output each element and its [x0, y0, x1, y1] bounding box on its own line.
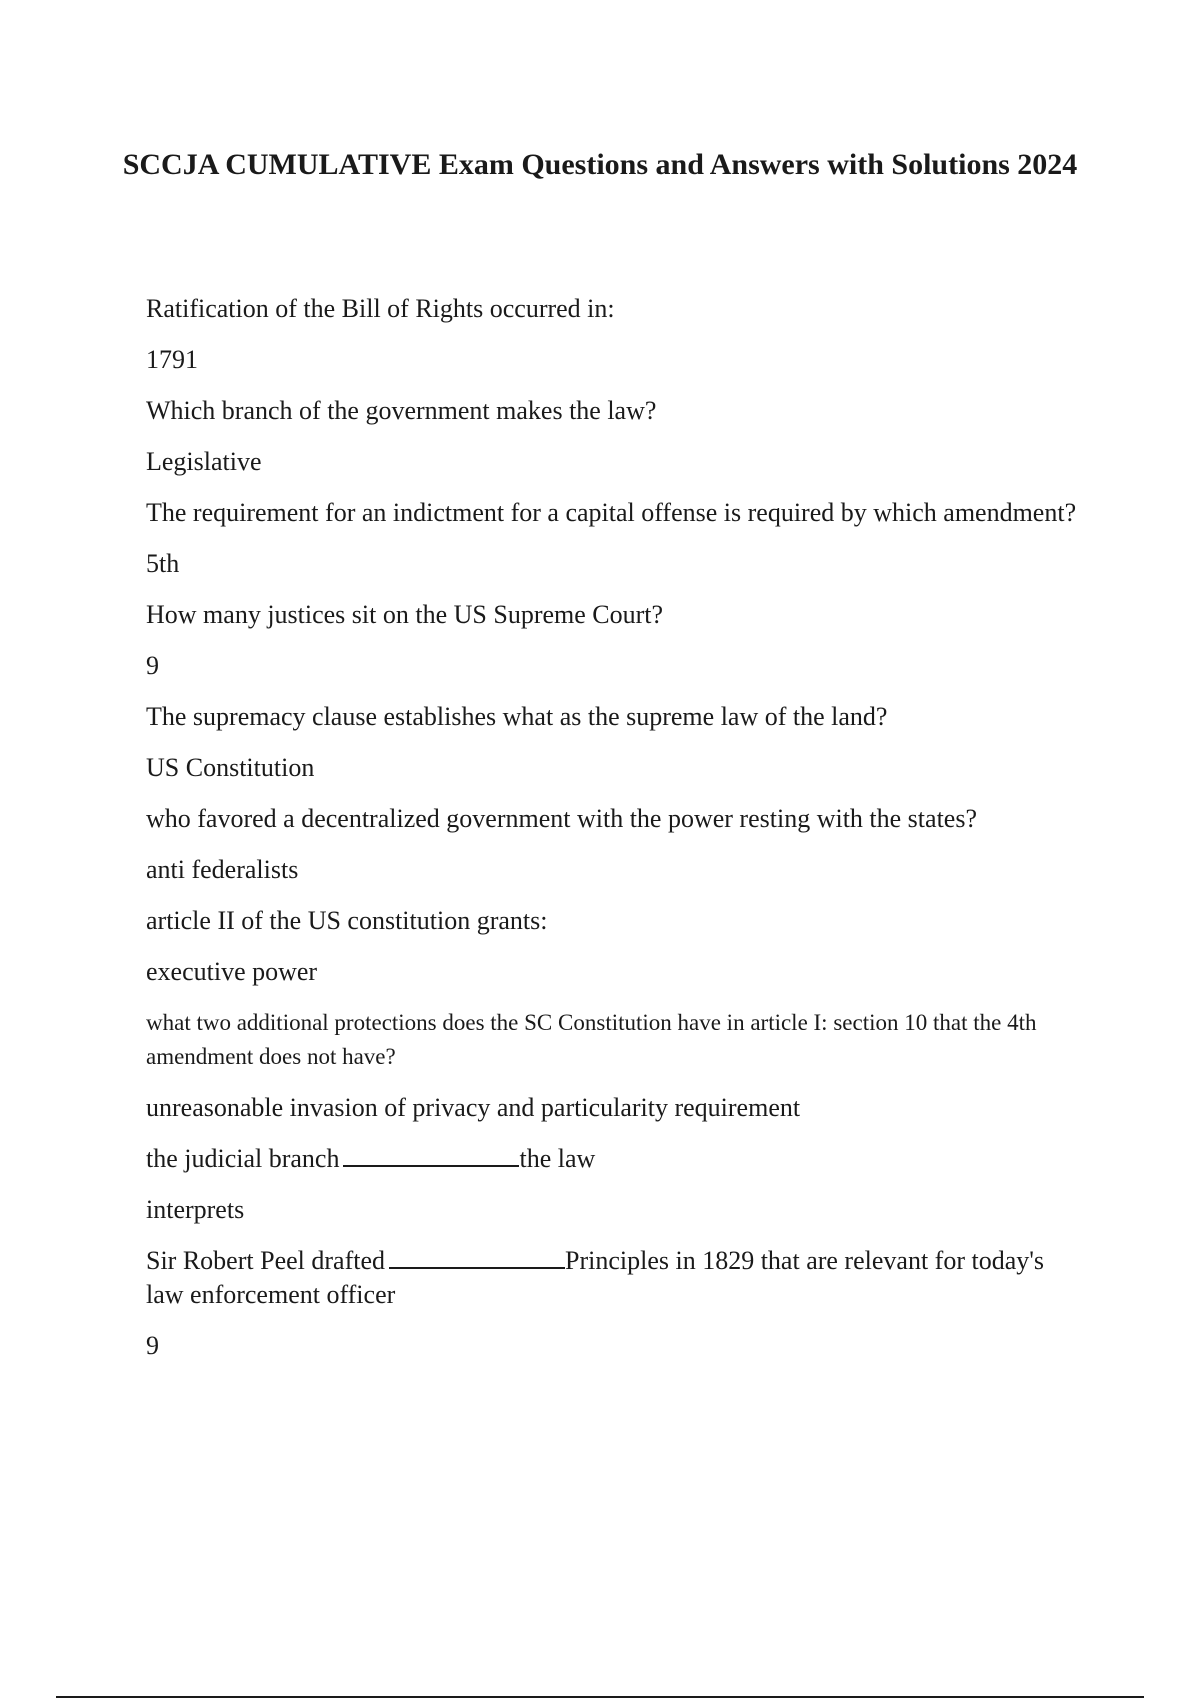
question-text: Which branch of the government makes the law?	[146, 396, 657, 425]
fill-in-question	[146, 1142, 1086, 1176]
footer-divider	[56, 1696, 1144, 1698]
fill-in-blank	[343, 1145, 519, 1167]
question-text: How many justices sit on the US Supreme Court?	[146, 600, 664, 629]
answer-text: 9	[146, 651, 159, 680]
question-text-after-blank: Principles in 1829 that are relevant for today's law enforcement officer	[146, 1246, 1045, 1309]
question-text: article II of the US constitution grants:	[146, 906, 548, 935]
answer-text: unreasonable invasion of privacy and particularity requirement	[146, 1093, 801, 1122]
answer-text: 9	[146, 1331, 159, 1360]
qa-list	[146, 292, 1086, 1380]
page-title: SCCJA CUMULATIVE Exam Questions and Answers with Solutions 2024	[122, 148, 1078, 181]
question-text: The supremacy clause establishes what as the supreme law of the land?	[146, 702, 888, 731]
question-text: The requirement for an indictment for a capital offense is required by which amendment?	[146, 498, 1077, 527]
answer-text: interprets	[146, 1195, 245, 1224]
answer-text: executive power	[146, 957, 318, 986]
answer-text: Legislative	[146, 447, 262, 476]
question-text: Ratification of the Bill of Rights occurred in:	[146, 294, 615, 323]
answer-text: anti federalists	[146, 855, 299, 884]
fill-in-question	[146, 1244, 1086, 1312]
answer-text: 1791	[146, 345, 198, 374]
fill-in-blank	[389, 1247, 565, 1269]
question-text: who favored a decentralized government with the power resting with the states?	[146, 804, 977, 833]
question-text-before-blank: the judicial branch	[146, 1144, 340, 1173]
answer-text: US Constitution	[146, 753, 315, 782]
question-text-after-blank: the law	[519, 1144, 596, 1173]
answer-text: 5th	[146, 549, 180, 578]
question-text: what two additional protections does the SC Constitution have in article I: section 10 that the 4th amendment does not have?	[146, 1010, 1037, 1069]
question-text-before-blank: Sir Robert Peel drafted	[146, 1246, 385, 1275]
